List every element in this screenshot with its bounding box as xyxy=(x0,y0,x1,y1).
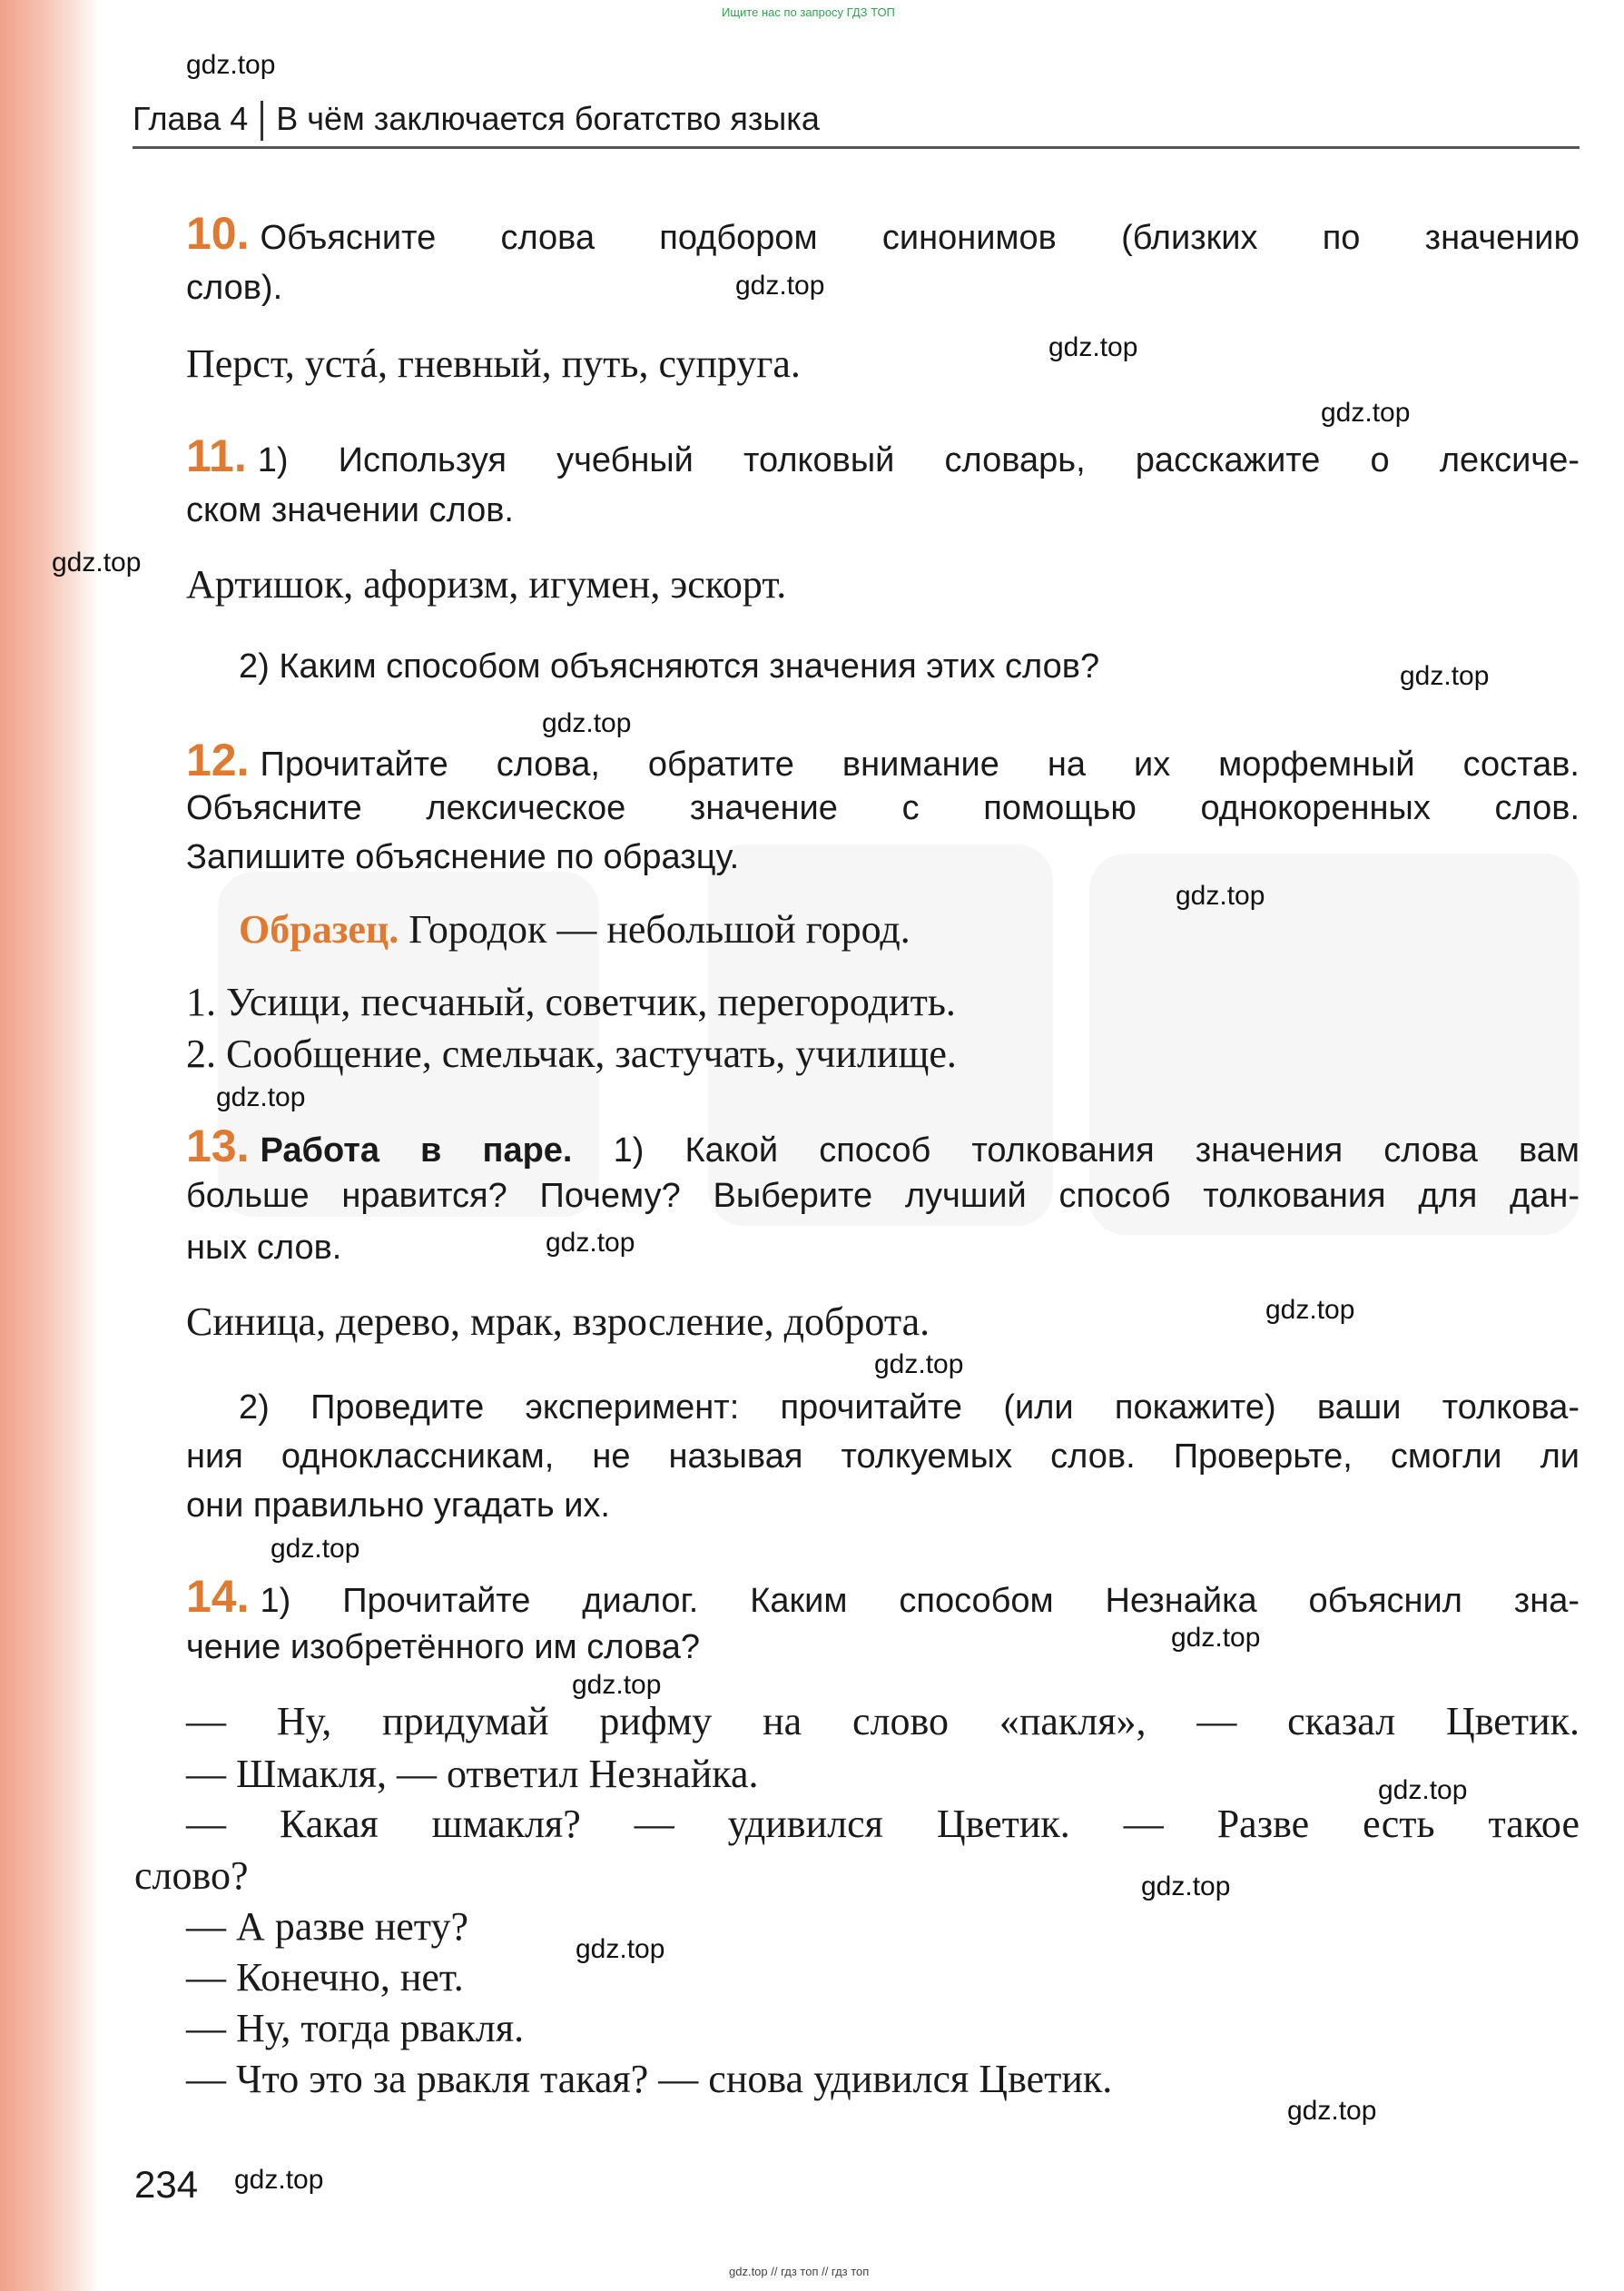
watermark: gdz.top xyxy=(1287,2096,1377,2126)
page-edge-shading xyxy=(0,0,100,2291)
watermark: gdz.top xyxy=(542,708,632,738)
watermark: gdz.top xyxy=(52,548,142,578)
ex13-part2-line-1: 2) Проведите эксперимент: прочитайте (или покажите) ваши толкова- xyxy=(239,1388,1580,1427)
dialog-line-1: — Ну, придумай рифму на слово «пакля», — сказал Цветик. xyxy=(186,1699,1580,1743)
watermark: gdz.top xyxy=(271,1534,360,1564)
dialog-line-3-continued: слово? xyxy=(134,1853,249,1898)
watermark: gdz.top xyxy=(216,1082,306,1112)
ex10-words: Перст, устá, гневный, путь, супруга. xyxy=(186,341,801,386)
exercise-number: 11. xyxy=(186,430,247,481)
ex10-line-2: слов). xyxy=(186,269,283,307)
page-number: 234 xyxy=(134,2163,199,2206)
ex12-line-1 xyxy=(186,735,1580,786)
watermark: gdz.top xyxy=(576,1934,665,1964)
watermark: gdz.top xyxy=(1265,1295,1355,1325)
exercise-number: 10. xyxy=(186,208,250,259)
ex11-text: 1) Используя учебный толковый словарь, расскажите о лексиче- xyxy=(257,441,1580,479)
dialog-line-4: — А разве нету? xyxy=(186,1904,468,1949)
ex12-list-1: 1. Усищи, песчаный, советчик, перегородить. xyxy=(186,980,956,1024)
dialog-line-7: — Что это за рвакля такая? — снова удивился Цветик. xyxy=(186,2057,1113,2101)
watermark: gdz.top xyxy=(234,2165,324,2195)
watermark: gdz.top xyxy=(735,271,825,301)
watermark: gdz.top xyxy=(572,1670,662,1700)
sample-label: Образец. xyxy=(239,907,399,952)
watermark: gdz.top xyxy=(1141,1871,1231,1901)
watermark: gdz.top xyxy=(1176,881,1265,911)
top-search-note: Ищите нас по запросу ГДЗ ТОП xyxy=(722,5,895,19)
exercise-number: 14. xyxy=(186,1571,250,1622)
ex12-list-2: 2. Сообщение, смельчак, застучать, училище. xyxy=(186,1032,957,1076)
dialog-line-2: — Шмакля, — ответил Незнайка. xyxy=(186,1752,759,1796)
ex12-line-2: Объясните лексическое значение с помощью однокоренных слов. xyxy=(186,789,1580,827)
watermark: gdz.top xyxy=(1400,661,1490,691)
ex14-line-2: чение изобретённого им слова? xyxy=(186,1628,700,1666)
ex14-line-1 xyxy=(186,1571,1580,1623)
ex13-line-2: больше нравится? Почему? Выберите лучший способ толкования для дан- xyxy=(186,1177,1580,1215)
watermark: gdz.top xyxy=(1378,1775,1468,1805)
header-separator xyxy=(261,101,263,141)
exercise-number: 13. xyxy=(186,1121,250,1171)
dialog-line-3: — Какая шмакля? — удивился Цветик. — Разве есть такое xyxy=(186,1802,1580,1846)
ex13-part2-line-2: ния одноклассникам, не называя толкуемых слов. Проверьте, смогли ли xyxy=(186,1437,1580,1476)
watermark: gdz.top xyxy=(874,1349,964,1379)
dialog-line-6: — Ну, тогда рвакля. xyxy=(186,2006,525,2050)
ex12-text: Прочитайте слова, обратите внимание на их морфемный состав. xyxy=(260,746,1580,784)
dialog-line-5: — Конечно, нет. xyxy=(186,1955,464,2000)
ex13-words: Синица, дерево, мрак, взросление, доброта. xyxy=(186,1299,930,1344)
ex10-text: Объясните слова подбором синонимов (близких по значению xyxy=(260,219,1580,257)
pair-work-label: Работа в паре. xyxy=(260,1131,573,1170)
ex11-words: Артишок, афоризм, игумен, эскорт. xyxy=(186,562,787,607)
ex11-line-1 xyxy=(186,430,1580,482)
watermark: gdz.top xyxy=(1048,332,1138,362)
bottom-watermark-note: gdz.top // гдз топ // гдз топ xyxy=(729,2265,870,2278)
watermark: gdz.top xyxy=(546,1228,635,1258)
ex11-line-2: ском значении слов. xyxy=(186,491,514,529)
ex14-text: 1) Прочитайте диалог. Каким способом Незнайка объяснил зна- xyxy=(260,1582,1580,1620)
chapter-header xyxy=(133,100,820,141)
ex10-line-1 xyxy=(186,208,1580,260)
ex13-line-3: ных слов. xyxy=(186,1229,342,1267)
exercise-number: 12. xyxy=(186,735,250,785)
ex11-question-2: 2) Каким способом объясняются значения этих слов? xyxy=(239,647,1100,686)
ex12-sample xyxy=(239,908,1580,952)
sample-text: Городок — небольшой город. xyxy=(408,907,910,952)
ex13-text: 1) Какой способ толкования значения слова вам xyxy=(613,1131,1580,1170)
chapter-title: В чём заключается богатство языка xyxy=(276,100,820,137)
ex12-line-3: Запишите объяснение по образцу. xyxy=(186,838,740,876)
ex13-line-1 xyxy=(186,1121,1580,1172)
watermark: gdz.top xyxy=(1321,398,1411,428)
header-rule xyxy=(133,146,1580,149)
chapter-label: Глава 4 xyxy=(133,100,249,137)
watermark: gdz.top xyxy=(1171,1623,1261,1653)
ex13-part2-line-3: они правильно угадать их. xyxy=(186,1486,610,1525)
watermark: gdz.top xyxy=(186,50,276,80)
